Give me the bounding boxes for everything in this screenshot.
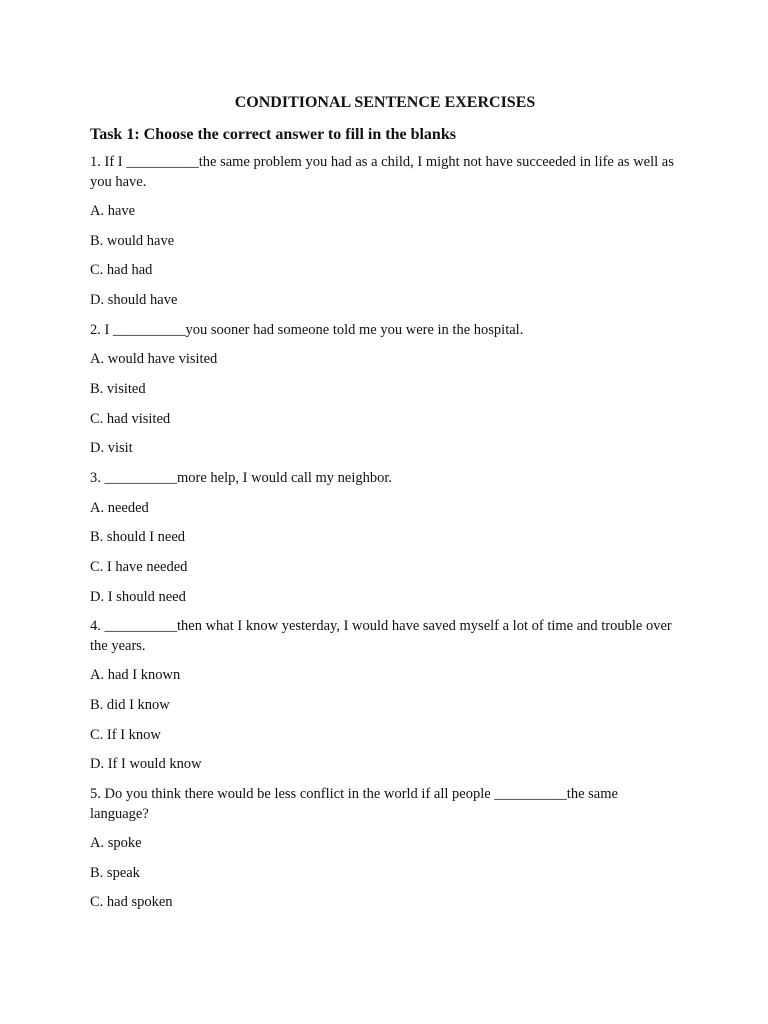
question-text: 1. If I __________the same problem you had as a child, I might not have succeeded in life as well as you have. bbox=[90, 154, 674, 190]
task-heading: Task 1: Choose the correct answer to fill in the blanks bbox=[90, 126, 456, 143]
question-text: 5. Do you think there would be less conflict in the world if all people __________the same language? bbox=[90, 786, 618, 822]
option-a: A. spoke bbox=[90, 835, 142, 851]
option-b: B. should I need bbox=[90, 529, 186, 546]
question-1 bbox=[90, 153, 680, 311]
option-c: C. If I know bbox=[90, 726, 161, 743]
question-3 bbox=[90, 469, 680, 607]
option-c: C. had spoken bbox=[90, 894, 173, 911]
option-d: D. I should need bbox=[90, 588, 186, 605]
option-b: B. would have bbox=[90, 232, 175, 249]
option-a: A. would have visited bbox=[90, 351, 218, 368]
question-5 bbox=[90, 785, 680, 913]
option-a: A. needed bbox=[90, 499, 149, 516]
question-text: 4. __________then what I know yesterday, I would have saved myself a lot of time and trouble over the years. bbox=[90, 618, 672, 654]
option-a: A. had I known bbox=[90, 667, 181, 684]
option-c: C. had visited bbox=[90, 410, 171, 427]
option-d: D. visit bbox=[90, 440, 133, 457]
option-d: D. should have bbox=[90, 292, 178, 309]
option-c: C. I have needed bbox=[90, 558, 188, 575]
option-a: A. have bbox=[90, 203, 136, 219]
question-2 bbox=[90, 321, 680, 459]
document-page bbox=[90, 92, 680, 923]
question-text: 3. __________more help, I would call my neighbor. bbox=[90, 470, 393, 486]
document-title: CONDITIONAL SENTENCE EXERCISES bbox=[234, 94, 536, 111]
question-text: 2. I __________you sooner had someone told me you were in the hospital. bbox=[90, 321, 524, 338]
option-c: C. had had bbox=[90, 262, 153, 279]
option-b: B. did I know bbox=[90, 696, 170, 713]
question-4 bbox=[90, 617, 680, 775]
option-b: B. speak bbox=[90, 864, 140, 881]
option-d: D. If I would know bbox=[90, 756, 202, 773]
option-b: B. visited bbox=[90, 380, 146, 397]
